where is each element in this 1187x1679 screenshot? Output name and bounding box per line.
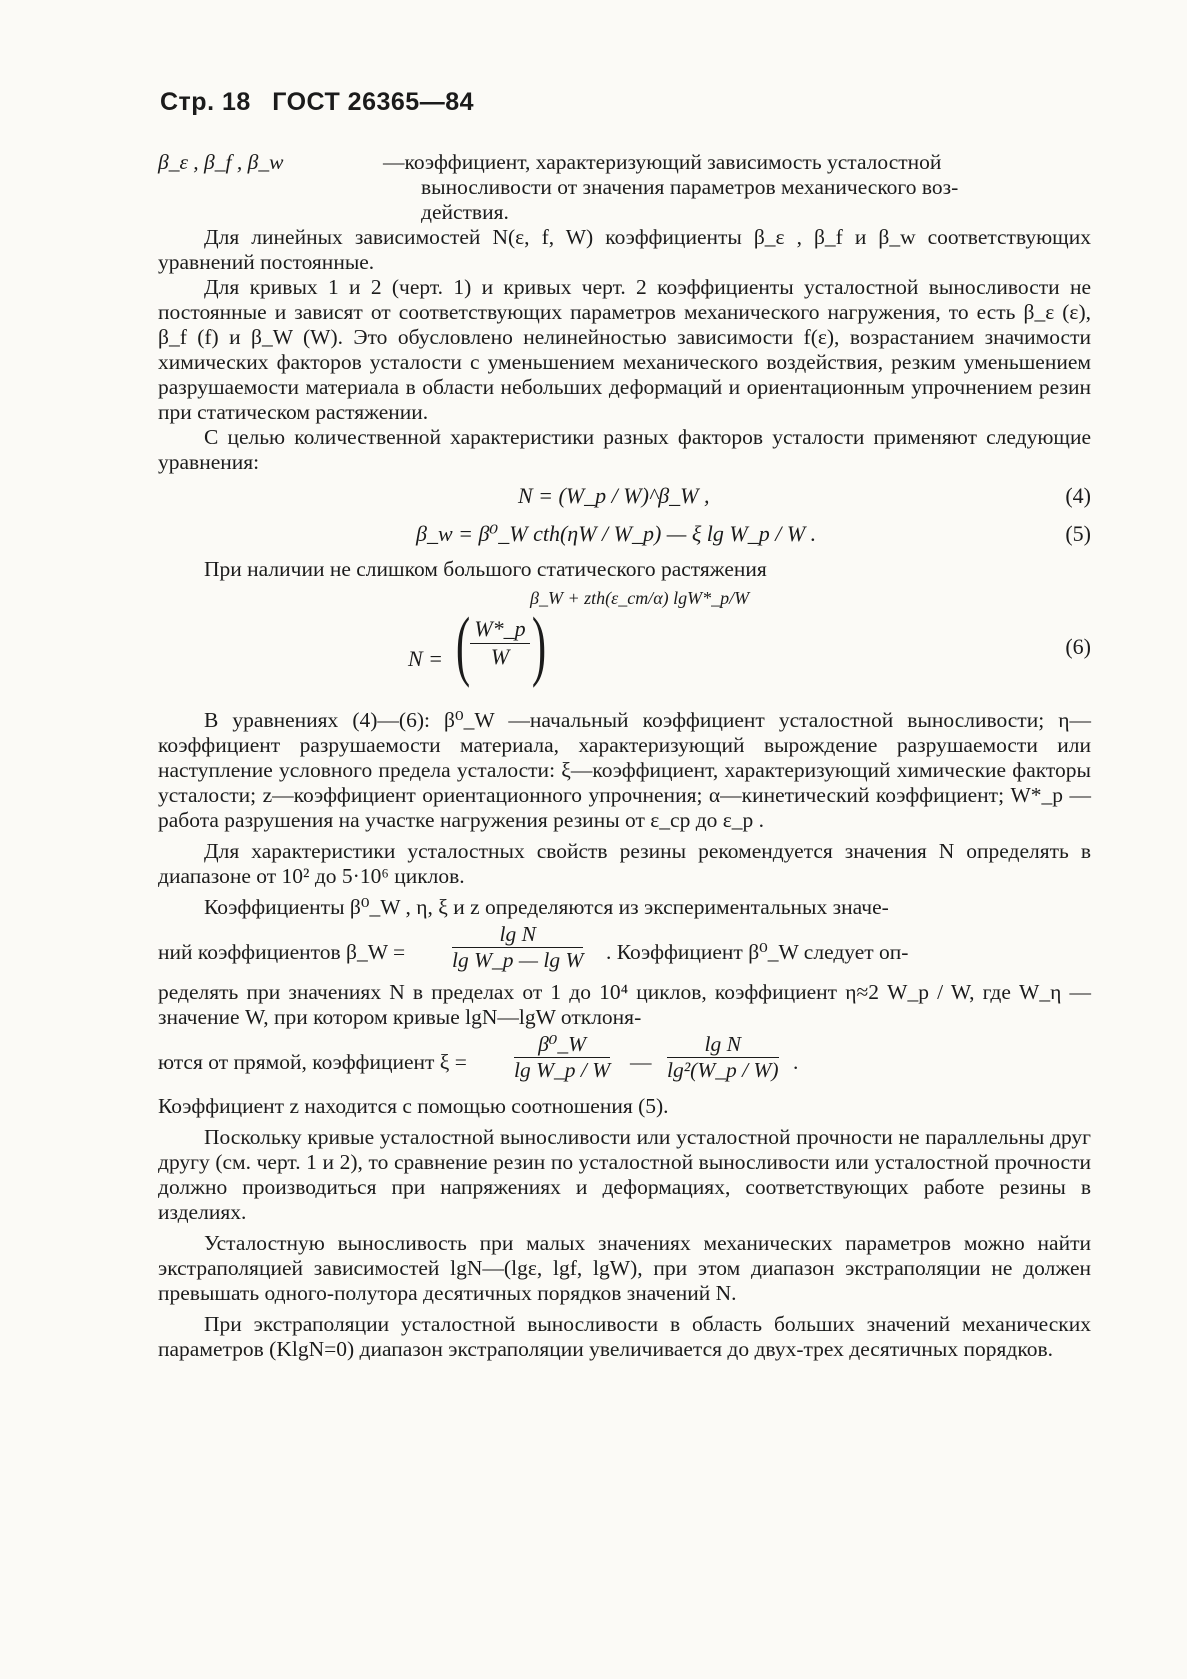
definition-symbol: β_ε , β_f , β_w (158, 150, 284, 174)
coefficient-xi-label: ются от прямой, коэффициент ξ = (158, 1050, 467, 1074)
document-body (158, 150, 1091, 1362)
equation-5 (158, 517, 1091, 551)
paragraph-notation: В уравнениях (4)—(6): β⁰_W —начальный коэффициент усталостной выносливости; η—коэффициент разрушаемости материала, характеризующий вырождение разрушаемости или наступление условного предела усталости: ξ—коэффициент, характеризующий химические факторы усталости; z—коэффициент ориентационного упрочнения; α—кинетический коэффициент; W*_p —работа разрушения на участке нагружения резины от ε_ср до ε_p . (158, 708, 1091, 832)
equation-6-number: (6) (1065, 634, 1091, 659)
equation-6-numerator: W*_p (470, 616, 530, 644)
left-paren: ( (455, 601, 471, 688)
paragraph-linear: Для линейных зависимостей N(ε, f, W) коэффициенты β_ε , β_f и β_w соответствующих уравнений постоянные. (158, 225, 1091, 274)
standard-number: ГОСТ 26365—84 (272, 88, 474, 116)
equation-6-fraction (470, 616, 530, 669)
paragraph-range: Для характеристики усталостных свойств резины рекомендуется значения N определять в диапазоне от 10² до 5·10⁶ циклов. (158, 839, 1091, 888)
paragraph-equations-intro: С целью количественной характеристики разных факторов усталости применяют следующие уравнения: (158, 425, 1091, 474)
coefficient-xi-fraction-1 (514, 1032, 610, 1083)
paragraph-comparison: Поскольку кривые усталостной выносливости или усталостной прочности не параллельны друг другу (см. черт. 1 и 2), то сравнение резин по усталостной выносливости или усталостной прочности должно производиться при напряжениях и деформациях, соответствующих работе резины в изделиях. (158, 1125, 1091, 1224)
equation-6-exponent: β_W + zth(ε_ст/α) lgW*_p/W (530, 588, 750, 608)
definition-line-3: действия. (421, 200, 509, 224)
paragraph-curves: Для кривых 1 и 2 (черт. 1) и кривых черт. 2 коэффициенты усталостной выносливости не постоянные и зависят от соответствующих параметров механического нагружения, то есть β_ε (ε), β_f (f) и β_W (W). Это обусловлено нелинейностью зависимости f(ε), возрастанием значимости химических факторов усталости с уменьшением механического воздействия, резким уменьшением разрушаемости материала в области небольших деформаций и ориентационным упрочнением резин при статическом растяжении. (158, 275, 1091, 424)
equation-5-number: (5) (1065, 521, 1091, 546)
equation-4-formula: N = (W_p / W)^β_W , (518, 483, 710, 508)
coefficient-xi-numerator-2: lg N (667, 1032, 779, 1058)
equation-6-lhs: N = (408, 646, 444, 671)
page-header (160, 88, 488, 117)
page-number: Стр. 18 (160, 88, 251, 116)
coefficient-xi-tail: . (793, 1050, 799, 1074)
definition-line-1: —коэффициент, характеризующий зависимость усталостной (383, 150, 942, 174)
coefficient-beta-fraction (452, 922, 583, 973)
paragraph-coefficients-line-1: Коэффициенты β⁰_W , η, ξ и z определяются из экспериментальных значе- (204, 895, 889, 919)
right-paren: ) (531, 601, 547, 688)
paragraph-static-stretch: При наличии не слишком большого статического растяжения (204, 557, 767, 581)
paragraph-z: Коэффициент z находится с помощью соотношения (5). (158, 1094, 669, 1118)
definition-beta-coefficients (158, 150, 1091, 225)
equation-4 (158, 479, 1091, 513)
coefficient-xi-numerator-1: β⁰_W (514, 1032, 610, 1058)
coefficient-xi-minus: — (630, 1050, 652, 1074)
coefficient-beta-tail: . Коэффициент β⁰_W следует оп- (606, 940, 909, 964)
coefficient-xi-denominator-1: lg W_p / W (514, 1058, 611, 1082)
paragraph-extrapolation-small: Усталостную выносливость при малых значениях механических параметров можно найти экстраполяцией зависимостей lgN—(lgε, lgf, lgW), при этом диапазон экстраполяции не должен превышать одного-полутора десятичных порядков значений N. (158, 1231, 1091, 1305)
equation-6-denominator: W (490, 644, 510, 669)
coefficient-xi-denominator-2: lg²(W_p / W) (667, 1058, 779, 1082)
coefficient-xi-fraction-2 (667, 1032, 779, 1083)
paragraph-extrapolation-large: При экстраполяции усталостной выносливости в область больших значений механических параметров (KlgN=0) диапазон экстраполяции увеличивается до двух-трех десятичных порядков. (158, 1312, 1091, 1361)
coefficient-beta-formula-row (158, 922, 1091, 978)
coefficient-xi-formula-row (158, 1032, 1091, 1092)
paragraph-coefficients-line-3: ределять при значениях N в пределах от 1 до 10⁴ циклов, коэффициент η≈2 W_p / W, где W_η —значение W, при котором кривые lgN—lgW отклоня- (158, 980, 1091, 1029)
equation-4-number: (4) (1065, 483, 1091, 508)
coefficient-beta-numerator: lg N (452, 922, 583, 948)
coefficient-beta-label: ний коэффициентов β_W = (158, 940, 406, 964)
equation-5-formula: β_w = β⁰_W cth(ηW / W_p) — ξ lg W_p / W . (416, 521, 817, 546)
definition-line-2: выносливости от значения параметров механического воз- (421, 175, 959, 199)
equation-6 (158, 586, 1091, 698)
coefficient-beta-denominator: lg W_p — lg W (452, 948, 584, 972)
